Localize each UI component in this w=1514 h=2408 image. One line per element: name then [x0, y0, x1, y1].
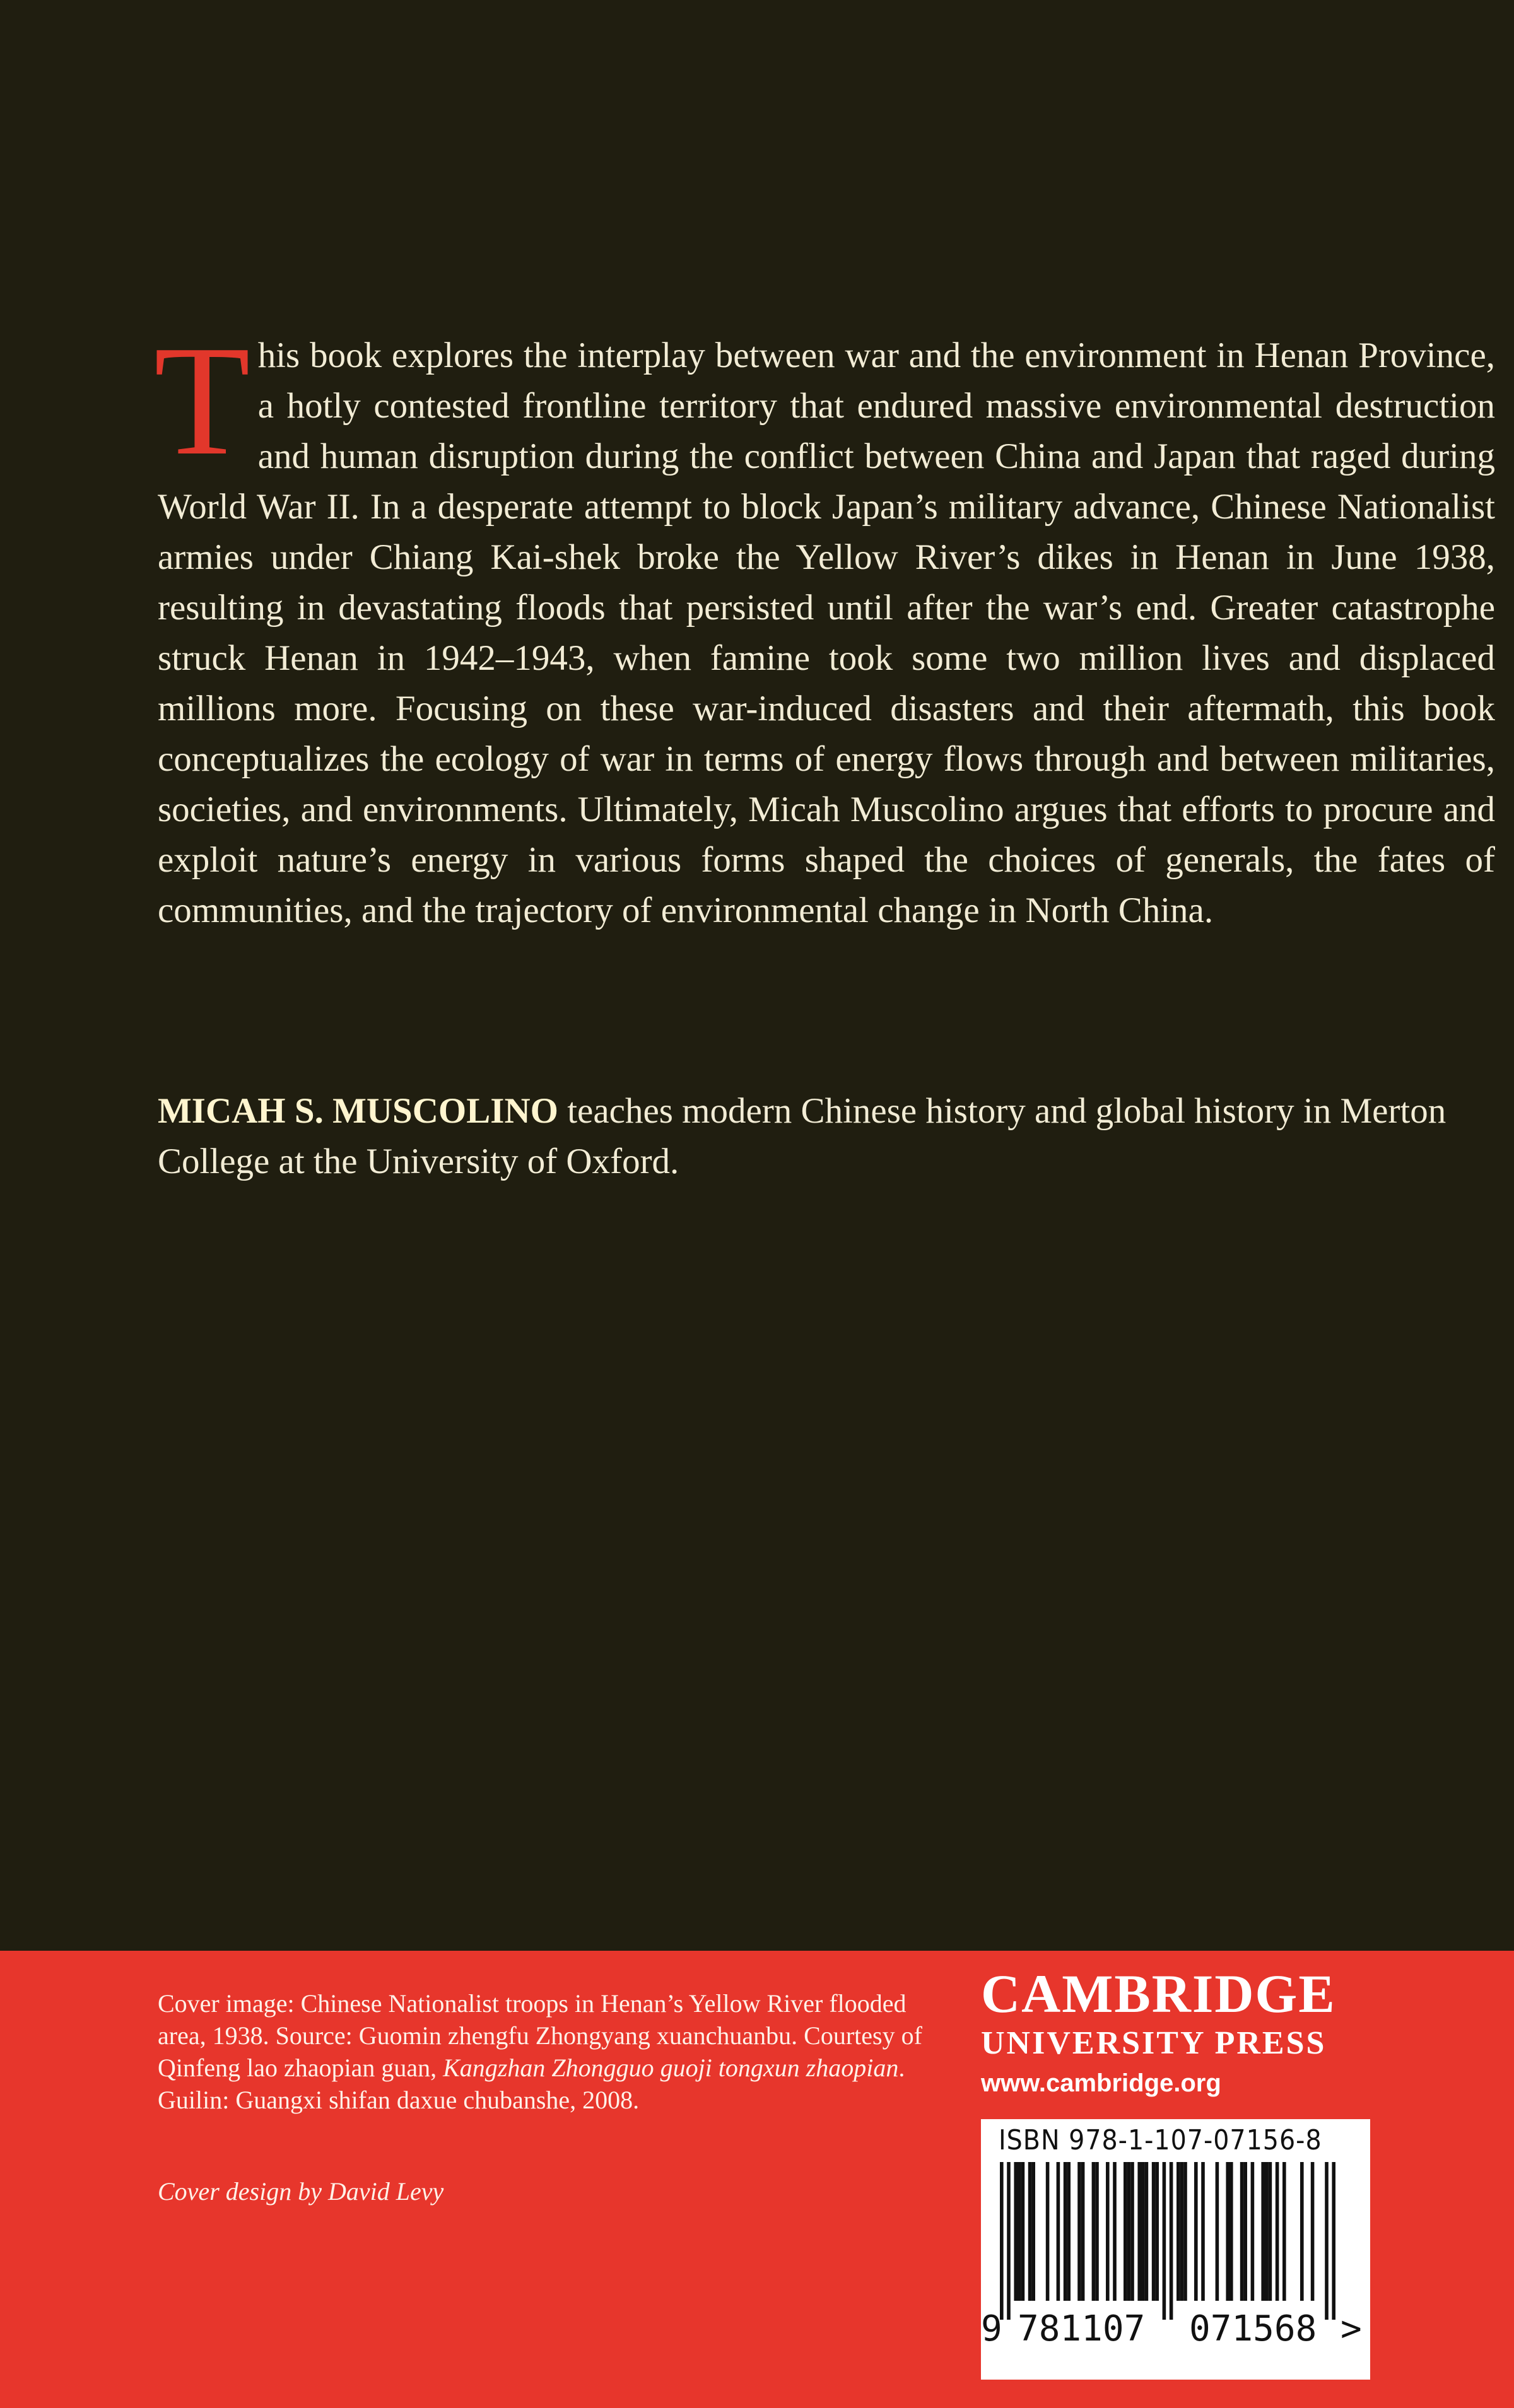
- author-bio: [158, 1086, 1495, 1187]
- barcode-bar: [1251, 2162, 1255, 2301]
- barcode-bar: [1152, 2162, 1156, 2301]
- isbn-label: ISBN 978-1-107-07156-8: [999, 2124, 1322, 2156]
- barcode-bar: [1163, 2162, 1166, 2320]
- barcode-bar: [1092, 2162, 1096, 2301]
- barcode-bar: [1057, 2162, 1060, 2301]
- barcode-bar: [1300, 2162, 1304, 2301]
- ean-arrow: >: [1341, 2308, 1362, 2349]
- barcode-bar: [1031, 2162, 1035, 2301]
- barcode-bar: [1000, 2162, 1004, 2320]
- author-name: MICAH S. MUSCOLINO: [158, 1091, 558, 1131]
- barcode-bar: [1095, 2162, 1099, 2301]
- barcode-bar: [1081, 2162, 1085, 2301]
- barcode-bar: [1194, 2162, 1198, 2301]
- barcode-bar: [1332, 2162, 1335, 2320]
- barcode-bar: [1067, 2162, 1071, 2301]
- barcode-bar: [1046, 2162, 1050, 2301]
- barcode-bar: [1064, 2162, 1067, 2301]
- barcode-bar: [1155, 2162, 1159, 2301]
- barcode-bar: [1127, 2162, 1131, 2301]
- barcode-bar: [1007, 2162, 1011, 2320]
- barcode-bar: [1243, 2162, 1247, 2301]
- barcode-bar: [1216, 2162, 1219, 2301]
- publisher-url[interactable]: www.cambridge.org: [981, 2069, 1221, 2097]
- publisher-subtitle: UNIVERSITY PRESS: [981, 2025, 1327, 2061]
- barcode-bar: [1137, 2162, 1141, 2301]
- barcode-bar: [1183, 2162, 1187, 2301]
- isbn-barcode: [981, 2119, 1370, 2380]
- ean-left-group: 781107: [1018, 2308, 1146, 2349]
- barcode-bar: [1124, 2162, 1127, 2301]
- ean-right-group: 071568: [1189, 2308, 1317, 2349]
- barcode-bar: [1077, 2162, 1081, 2301]
- publisher-name: CAMBRIDGE: [981, 1963, 1336, 2024]
- barcode-bar: [1282, 2162, 1286, 2301]
- cover-image-credit: Cover image: Chinese Nationalist troops in Henan’s Yellow River flooded area, 1938. Source: Guomin zhengfu Zhongyang xuanchuanbu. Courtesy of Qinfeng lao zhaopian guan, Kangzhan Zhongguo guoji tongxun zhaopian. Guilin: Guangxi shifan daxue chubanshe, 2008.: [158, 1989, 922, 2114]
- credit-text: Cover image: Chinese Nationalist troops in Henan’s Yellow River flooded area, 1938. Source: Guomin zhengfu Zhongyang xuanchuanbu. Courtesy of Qinfeng lao zhaopian guan,: [158, 1989, 922, 2082]
- credit-text-end: Guilin: Guangxi shifan daxue chubanshe, 2008.: [158, 2086, 640, 2114]
- book-description: [154, 313, 1495, 936]
- credit-italic-title: Kangzhan Zhongguo guoji tongxun zhaopian: [443, 2054, 899, 2082]
- description-text: his book explores the interplay between war and the environment in Henan Province, a hotly contested frontline territory that endured massive environmental destruction and human disruption during the conflict between China and Japan that raged during World War II. In a desperate attempt to block Japan’s military advance, Chinese Nationalist armies under Chiang Kai-shek broke the Yellow River’s dikes in Henan in June 1938, resulting in devastating floods that persisted until after the war’s end. Greater catastrophe struck Henan in 1942–1943, when famine took some two million lives and displaced millions more. Focusing on these war-induced disasters and their aftermath, this book conceptualizes the ecology of war in terms of energy flows through and between militaries, societies, and environments. Ultimately, Micah Muscolino argues that efforts to procure and exploit nature’s energy in various forms shaped the choices of generals, the fates of communities, and the trajectory of environmental change in North China.: [158, 336, 1495, 930]
- barcode-bar: [1014, 2162, 1018, 2301]
- barcode-bar: [1021, 2162, 1025, 2301]
- barcode-bar: [1180, 2162, 1184, 2301]
- publisher-logo: [981, 1963, 1372, 2098]
- barcode-bar: [1276, 2162, 1279, 2301]
- barcode-bar: [1145, 2162, 1149, 2301]
- barcode-bar: [1130, 2162, 1134, 2301]
- barcode-bar: [1201, 2162, 1205, 2301]
- barcode-bar: [1325, 2162, 1329, 2320]
- barcode-bar: [1141, 2162, 1145, 2301]
- publisher-band: [0, 1951, 1514, 2408]
- barcode-bar: [1018, 2162, 1021, 2301]
- barcode-bar: [1311, 2162, 1315, 2301]
- cover-design-credit: Cover design by David Levy: [158, 2177, 444, 2206]
- barcode-bar: [1170, 2162, 1173, 2320]
- barcode-bars: [1000, 2162, 1353, 2320]
- author-bio-text: teaches modern Chinese history and global history in Merton College at the University of Oxford.: [158, 1091, 1447, 1181]
- barcode-bar: [1265, 2162, 1269, 2301]
- barcode-bar: [1229, 2162, 1233, 2301]
- barcode-bar: [1028, 2162, 1032, 2301]
- barcode-bar: [1226, 2162, 1229, 2301]
- barcode-bar: [1113, 2162, 1117, 2301]
- barcode-bar: [1269, 2162, 1272, 2301]
- ean-first-digit: 9: [981, 2308, 1002, 2349]
- barcode-bar: [1106, 2162, 1110, 2301]
- drop-cap: T: [154, 313, 250, 488]
- barcode-bar: [1240, 2162, 1244, 2301]
- barcode-bar: [1261, 2162, 1265, 2301]
- barcode-bar: [1177, 2162, 1180, 2301]
